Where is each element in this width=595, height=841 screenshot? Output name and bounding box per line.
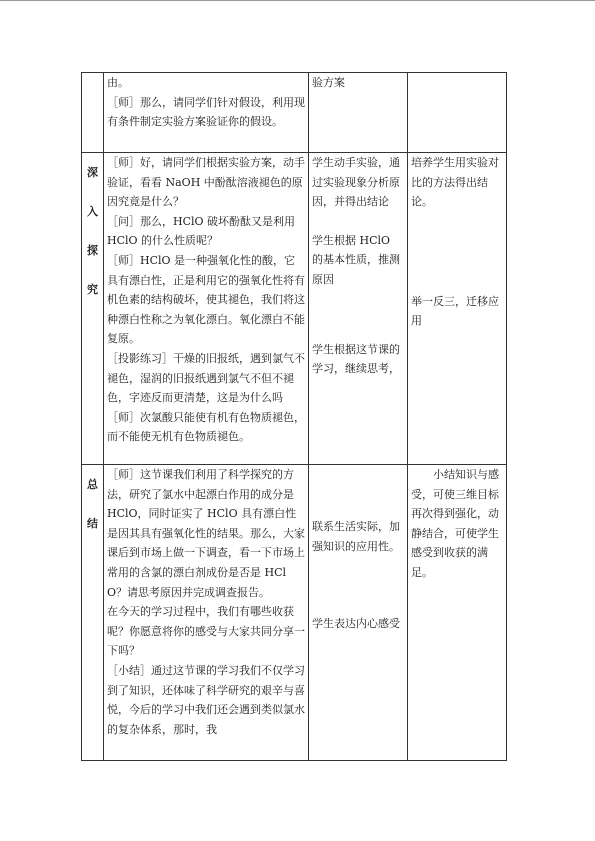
student-paragraph: 联系生活实际，加强知识的应用性。: [312, 520, 400, 553]
teacher-activity-cell: [104, 153, 309, 465]
stage-char: 总: [87, 478, 98, 491]
teacher-paragraph: ［师］次氯酸只能使有机有色物质褪色，而不能使无机有色物质褪色。: [107, 410, 305, 444]
student-paragraph: 验方案: [312, 76, 345, 89]
table-row: [82, 465, 507, 761]
design-purpose-cell: [408, 73, 507, 153]
teacher-paragraph: 在今天的学习过程中，我们有哪些收获呢？你愿意将你的感受与大家共同分享一下吗？: [107, 605, 305, 658]
student-paragraph: 学生根据 HClO 的基本性质，推测原因: [312, 233, 400, 286]
student-paragraph: 学生根据这节课的学习，继续思考，: [312, 342, 400, 376]
teacher-paragraph: ［师］好，请同学们根据实验方案，动手验证，看看 NaOH 中酚酞溶液褪色的原因究竟是什么？: [107, 156, 305, 209]
teacher-paragraph: ［问］那么，HClO 破坏酚酞又是利用 HClO 的什么性质呢？: [107, 214, 296, 248]
stage-cell: [82, 73, 104, 153]
stage-char: 结: [87, 517, 98, 530]
design-purpose-cell: [408, 153, 507, 465]
stage-char: 究: [87, 283, 98, 296]
table-row: [82, 73, 507, 153]
teacher-paragraph: ［师］这节课我们利用了科学探究的方法，研究了氯水中起漂白作用的成分是 HClO，同时证实了 HClO 具有漂白性是因其具有强氧化性的结果。那么，大家课后到市场上做一下调查，看一下市场上常用的含氯的漂白剂成份是否是 HClO？请思考原因并完成调查报告。: [107, 468, 305, 599]
student-paragraph: 学生表达内心感受: [312, 617, 400, 631]
stage-cell: [82, 153, 104, 465]
teacher-paragraph: ［小结］通过这节课的学习我们不仅学习到了知识，还体味了科学研究的艰辛与喜悦，今后的学习中我们还会遇到类似氯水的复杂体系，那时，我: [107, 663, 305, 736]
stage-char: 深: [87, 166, 98, 179]
teacher-paragraph: 由。: [107, 76, 129, 89]
teacher-paragraph: ［师］HClO 是一种强氧化性的酸，它具有漂白性，正是利用它的强氧化性将有机色素的结构破坏，使其褪色，我们将这种漂白性称之为氧化漂白。氧化漂白不能复原。: [107, 253, 305, 346]
purpose-paragraph: 培养学生用实验对比的方法得出结论。: [411, 156, 499, 209]
teacher-activity-cell: [104, 465, 309, 761]
teacher-paragraph: ［师］那么，请同学们针对假设，利用现有条件制定实验方案验证你的假设。: [107, 95, 305, 129]
student-paragraph: 学生动手实验，通过实验现象分析原因，并得出结论: [312, 156, 400, 209]
header-rule: [0, 0, 595, 1]
table-row: [82, 153, 507, 465]
stage-char: 入: [87, 205, 98, 218]
student-activity-cell: [309, 73, 408, 153]
lesson-plan-table: [81, 72, 507, 761]
student-activity-cell: [309, 465, 408, 761]
teacher-activity-cell: [104, 73, 309, 153]
stage-cell: [82, 465, 104, 761]
purpose-paragraph: 举一反三，迁移应用: [411, 294, 499, 328]
stage-char: 探: [87, 244, 98, 257]
teacher-paragraph: ［投影练习］干燥的旧报纸，遇到氯气不褪色，湿润的旧报纸遇到氯气不但不褪色，字迹反而更清楚，这是为什么吗: [107, 351, 305, 405]
student-activity-cell: [309, 153, 408, 465]
design-purpose-cell: [408, 465, 507, 761]
purpose-paragraph: 小结知识与感受，可使三维目标再次得到强化，动静结合，可使学生感受到收获的满足。: [411, 468, 499, 579]
